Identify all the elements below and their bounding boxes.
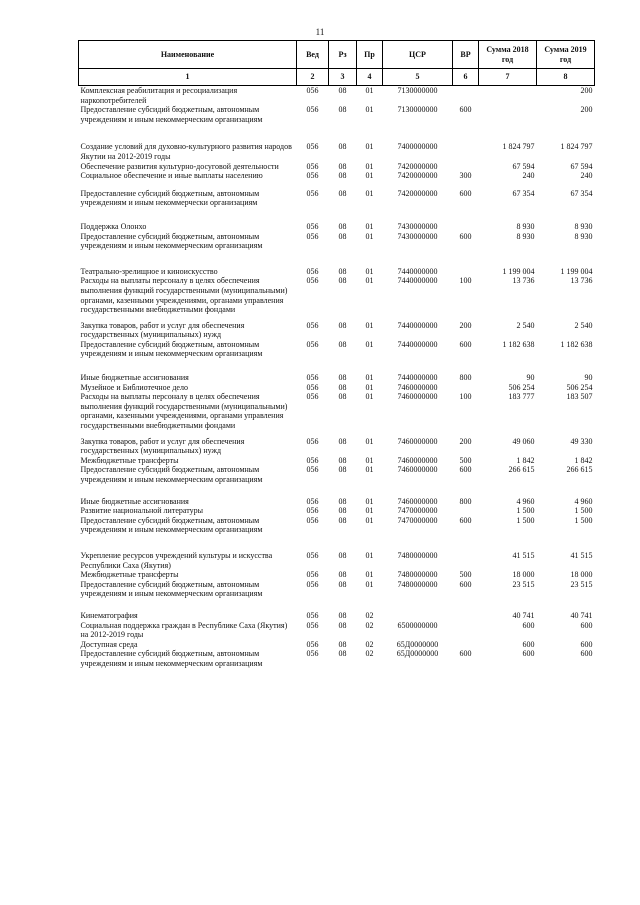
cell-sum-2018: 600 [522, 649, 535, 659]
cell-ved: 056 [306, 188, 319, 198]
cell-name: Создание условий для духовно-культурного развития народов Якутии на 2012-2019 годы [80, 142, 292, 161]
cell-pr: 02 [365, 649, 374, 659]
cell-sum-2018: 1 842 [516, 455, 535, 465]
cell-pr: 01 [365, 339, 374, 349]
cell-vr: 200 [459, 320, 472, 330]
cell-rz: 08 [338, 610, 347, 620]
cell-pr: 01 [365, 455, 374, 465]
cell-name: Театрально-зрелищное и киноискусство [80, 266, 218, 276]
cell-sum-2019: 8 930 [574, 231, 593, 241]
cell-rz: 08 [338, 550, 347, 560]
cell-sum-2019: 506 254 [566, 382, 593, 392]
column-number: 5 [383, 69, 453, 86]
cell-csr: 7470000000 [397, 506, 438, 516]
cell-rz: 08 [338, 86, 347, 95]
cell-sum-2018: 1 199 004 [502, 266, 535, 276]
cell-ved: 056 [306, 171, 319, 181]
header-vr: ВР [453, 41, 479, 69]
cell-ved: 056 [306, 105, 319, 115]
cell-rz: 08 [338, 142, 347, 152]
cell-sum-2018: 13 736 [512, 276, 535, 286]
cell-vr: 300 [459, 171, 472, 181]
cell-csr: 7130000000 [397, 86, 438, 95]
cell-pr: 01 [365, 320, 374, 330]
cell-sum-2019: 8 930 [574, 221, 593, 231]
column-number: 4 [357, 69, 383, 86]
table-row [79, 162, 595, 172]
cell-sum-2019: 13 736 [570, 276, 593, 286]
cell-name: Предоставление субсидий бюджетным, автономным учреждениям и иным некоммерческим организациям [80, 339, 263, 359]
cell-rz: 08 [338, 382, 347, 392]
table-row [79, 171, 595, 181]
cell-pr: 01 [365, 161, 374, 171]
cell-rz: 08 [338, 649, 347, 659]
cell-ved: 056 [306, 339, 319, 349]
cell-csr: 7460000000 [397, 382, 438, 392]
cell-pr: 01 [365, 382, 374, 392]
table-row [79, 232, 595, 251]
cell-ved: 056 [306, 320, 319, 330]
cell-vr [453, 142, 479, 161]
cell-rz: 08 [338, 320, 347, 330]
cell-name: Иные бюджетные ассигнования [80, 373, 189, 383]
cell-name: Межбюджетные трансферты [80, 455, 179, 465]
row-spacer [79, 124, 595, 142]
cell-sum-2019: 183 507 [566, 392, 593, 402]
table-row [79, 570, 595, 580]
column-number: 3 [329, 69, 357, 86]
cell-ved: 056 [306, 649, 319, 659]
cell-pr: 01 [365, 142, 374, 152]
cell-ved: 056 [306, 579, 319, 589]
cell-vr [453, 621, 479, 640]
cell-csr: 7460000000 [397, 465, 438, 475]
header-ved: Вед [297, 41, 329, 69]
column-number: 6 [453, 69, 479, 86]
cell-sum-2019: 2 540 [574, 320, 593, 330]
cell-vr: 500 [459, 455, 472, 465]
cell-name: Музейное и Библиотечное дело [80, 382, 188, 392]
cell-csr: 7440000000 [397, 266, 438, 276]
cell-sum-2018: 1 500 [516, 506, 535, 516]
cell-csr: 7420000000 [397, 188, 438, 198]
cell-sum-2018: 67 594 [512, 161, 535, 171]
table-body [79, 86, 595, 669]
cell-name: Комплексная реабилитация и ресоциализация наркопотребителей [80, 86, 238, 105]
cell-vr: 800 [459, 373, 472, 383]
cell-sum-2018: 49 060 [512, 436, 535, 446]
page-number: 11 [315, 27, 325, 37]
cell-csr: 6500000000 [397, 620, 438, 630]
cell-name: Кинематография [80, 610, 138, 620]
cell-csr: 7460000000 [397, 436, 438, 446]
cell-rz: 08 [338, 373, 347, 383]
table-row [79, 321, 595, 340]
cell-ved: 056 [306, 276, 319, 286]
cell-ved: 056 [306, 506, 319, 516]
cell-ved: 056 [306, 382, 319, 392]
cell-pr: 02 [365, 620, 374, 630]
table-row [79, 506, 595, 516]
cell-sum-2018: 90 [526, 373, 535, 383]
cell-name: Закупка товаров, работ и услуг для обеспечения государственных (муниципальных) нужд [80, 436, 245, 456]
cell-ved: 056 [306, 620, 319, 630]
cell-rz: 08 [338, 620, 347, 630]
cell-pr: 01 [365, 550, 374, 560]
header-rz: Рз [329, 41, 357, 69]
spacer-cell [79, 208, 595, 222]
cell-name: Межбюджетные трансферты [80, 570, 179, 580]
cell-sum-2018: 600 [522, 620, 535, 630]
cell-ved: 056 [306, 392, 319, 402]
cell-sum-2018: 40 741 [512, 610, 535, 620]
cell-csr: 7470000000 [397, 515, 438, 525]
cell-ved: 056 [306, 231, 319, 241]
cell-name: Укрепление ресурсов учреждений культуры и искусства Республики Саха (Якутия) [80, 550, 273, 570]
cell-name: Поддержка Олонхо [80, 221, 147, 231]
cell-csr: 7430000000 [397, 231, 438, 241]
cell-csr: 7440000000 [397, 320, 438, 330]
cell-sum-2018: 2 540 [516, 320, 535, 330]
cell-rz: 08 [338, 455, 347, 465]
cell-csr [383, 611, 453, 621]
cell-rz: 08 [338, 276, 347, 286]
cell-sum-2018 [479, 86, 537, 106]
cell-name: Доступная среда [80, 639, 138, 649]
cell-rz: 08 [338, 639, 347, 649]
table-row [79, 373, 595, 383]
cell-csr: 7130000000 [397, 105, 438, 115]
cell-sum-2019: 200 [580, 86, 593, 95]
spacer-cell [79, 124, 595, 142]
cell-sum-2018: 8 930 [516, 231, 535, 241]
cell-vr: 600 [459, 188, 472, 198]
cell-vr: 600 [459, 231, 472, 241]
cell-sum-2019: 266 615 [566, 465, 593, 475]
cell-sum-2019: 4 960 [574, 496, 593, 506]
spacer-cell [79, 535, 595, 551]
cell-pr: 01 [365, 188, 374, 198]
cell-pr: 01 [365, 570, 374, 580]
cell-sum-2019: 90 [584, 373, 593, 383]
cell-sum-2018 [479, 105, 537, 124]
cell-pr: 01 [365, 276, 374, 286]
cell-rz: 08 [338, 506, 347, 516]
cell-rz: 08 [338, 570, 347, 580]
table-row [79, 340, 595, 359]
header-sum-2018: Сумма 2018 год [479, 41, 537, 69]
cell-vr [453, 551, 479, 570]
table-row [79, 383, 595, 393]
cell-sum-2019: 18 000 [570, 570, 593, 580]
cell-ved: 056 [306, 570, 319, 580]
cell-sum-2018: 8 930 [516, 221, 535, 231]
table-row [79, 621, 595, 640]
cell-sum-2019: 1 182 638 [560, 339, 593, 349]
column-number: 1 [79, 69, 297, 86]
table-row [79, 276, 595, 314]
cell-name: Обеспечение развития культурно-досуговой деятельности [80, 161, 279, 171]
cell-vr [453, 267, 479, 277]
table-row [79, 516, 595, 535]
cell-pr: 01 [365, 231, 374, 241]
cell-rz: 08 [338, 339, 347, 349]
cell-rz: 08 [338, 465, 347, 475]
cell-sum-2019: 67 594 [570, 161, 593, 171]
cell-sum-2018: 23 515 [512, 579, 535, 589]
row-spacer [79, 181, 595, 189]
cell-rz: 08 [338, 515, 347, 525]
cell-vr: 100 [459, 392, 472, 402]
table-row [79, 267, 595, 277]
cell-ved: 056 [306, 550, 319, 560]
row-spacer [79, 599, 595, 611]
cell-pr: 01 [365, 506, 374, 516]
cell-csr: 7440000000 [397, 339, 438, 349]
cell-name: Предоставление субсидий бюджетным, автономным учреждениям и иным некоммерческим организациям [80, 105, 263, 124]
header-csr: ЦСР [383, 41, 453, 69]
cell-vr [453, 640, 479, 650]
cell-csr: 7480000000 [397, 570, 438, 580]
cell-pr: 01 [365, 465, 374, 475]
cell-vr [453, 383, 479, 393]
cell-pr: 02 [365, 639, 374, 649]
cell-sum-2019: 1 824 797 [560, 142, 593, 152]
cell-name: Предоставление субсидий бюджетным, автономным учреждениям и иным некоммерческим организациям [80, 465, 263, 484]
spacer-cell [79, 599, 595, 611]
cell-vr: 600 [459, 465, 472, 475]
cell-pr: 01 [365, 392, 374, 402]
cell-sum-2018: 266 615 [508, 465, 535, 475]
header-row [79, 41, 595, 69]
cell-rz: 08 [338, 266, 347, 276]
cell-ved: 056 [306, 142, 319, 152]
cell-ved: 056 [306, 221, 319, 231]
cell-ved: 056 [306, 610, 319, 620]
spacer-cell [79, 251, 595, 267]
table-row [79, 456, 595, 466]
cell-sum-2019: 240 [580, 171, 593, 181]
cell-name: Иные бюджетные ассигнования [80, 496, 189, 506]
cell-pr: 01 [365, 171, 374, 181]
cell-name: Расходы на выплаты персоналу в целях обеспечения выполнения функций государственными (муниципальными) органами, казенными учреждениями, органами управления государственными внебюджетными фондами [80, 276, 288, 315]
table-row [79, 105, 595, 124]
cell-vr: 600 [459, 105, 472, 115]
cell-pr: 01 [365, 373, 374, 383]
column-number: 7 [479, 69, 537, 86]
cell-vr: 600 [459, 515, 472, 525]
cell-pr: 01 [365, 515, 374, 525]
cell-pr: 01 [365, 436, 374, 446]
cell-name: Предоставление субсидий бюджетным, автономным учреждениям и иным некоммерчески организациям [80, 188, 260, 208]
cell-sum-2018: 67 354 [512, 188, 535, 198]
cell-sum-2018: 600 [522, 639, 535, 649]
cell-vr: 200 [459, 436, 472, 446]
table-row [79, 640, 595, 650]
cell-name: Предоставление субсидий бюджетным, автономным учреждениям и иным некоммерческим организациям [80, 515, 263, 535]
cell-name: Расходы на выплаты персоналу в целях обеспечения выполнения функций государственными (муниципальными) органами, казенными учреждениями, органами управления государственными внебюджетными фондами [80, 392, 288, 431]
cell-pr: 01 [365, 86, 374, 95]
cell-rz: 08 [338, 392, 347, 402]
cell-sum-2018: 1 824 797 [502, 142, 535, 152]
cell-ved: 056 [306, 86, 319, 95]
cell-vr: 600 [459, 649, 472, 659]
cell-sum-2019: 1 199 004 [560, 266, 593, 276]
cell-vr [453, 86, 479, 106]
column-number-row [79, 69, 595, 86]
cell-sum-2019: 40 741 [570, 610, 593, 620]
table-row [79, 580, 595, 599]
table-row [79, 497, 595, 507]
row-spacer [79, 359, 595, 373]
cell-csr: 7480000000 [397, 550, 438, 560]
cell-csr: 7400000000 [397, 142, 438, 152]
cell-name: Предоставление субсидий бюджетным, автономным учреждениям и иным некоммерческим организациям [80, 231, 263, 251]
row-spacer [79, 251, 595, 267]
cell-csr: 7430000000 [397, 221, 438, 231]
row-spacer [79, 485, 595, 497]
table-row [79, 222, 595, 232]
cell-vr [453, 222, 479, 232]
cell-csr: 7480000000 [397, 579, 438, 589]
cell-sum-2018: 183 777 [508, 392, 535, 402]
cell-vr [453, 611, 479, 621]
cell-sum-2019: 49 330 [570, 436, 593, 446]
cell-rz: 08 [338, 231, 347, 241]
cell-csr: 7460000000 [397, 455, 438, 465]
cell-ved: 056 [306, 465, 319, 475]
cell-csr: 7420000000 [397, 171, 438, 181]
column-number: 2 [297, 69, 329, 86]
cell-rz: 08 [338, 188, 347, 198]
cell-sum-2019: 1 842 [574, 455, 593, 465]
cell-ved: 056 [306, 639, 319, 649]
header-pr: Пр [357, 41, 383, 69]
cell-name: Предоставление субсидий бюджетным, автономным учреждениям и иным некоммерческим организациям [80, 579, 263, 599]
table-row [79, 465, 595, 484]
table-row [79, 86, 595, 106]
table-row [79, 649, 595, 668]
cell-vr: 800 [459, 496, 472, 506]
cell-ved: 056 [306, 266, 319, 276]
spacer-cell [79, 181, 595, 189]
cell-csr: 7460000000 [397, 496, 438, 506]
cell-sum-2018: 18 000 [512, 570, 535, 580]
cell-ved: 056 [306, 455, 319, 465]
cell-pr: 01 [365, 496, 374, 506]
cell-name: Развитие национальной литературы [80, 506, 203, 516]
spacer-cell [79, 485, 595, 497]
cell-sum-2019: 23 515 [570, 579, 593, 589]
cell-csr: 7420000000 [397, 161, 438, 171]
cell-sum-2018: 4 960 [516, 496, 535, 506]
cell-sum-2019: 200 [580, 105, 593, 115]
cell-rz: 08 [338, 579, 347, 589]
cell-csr: 65Д0000000 [396, 639, 439, 649]
cell-name: Предоставление субсидий бюджетным, автономным учреждениям и иным некоммерческим организациям [80, 649, 263, 668]
cell-sum-2019: 67 354 [570, 188, 593, 198]
cell-sum-2019: 41 515 [570, 550, 593, 560]
cell-csr: 7440000000 [397, 373, 438, 383]
cell-ved: 056 [306, 373, 319, 383]
cell-sum-2019: 600 [580, 620, 593, 630]
cell-sum-2018: 41 515 [512, 550, 535, 560]
cell-csr: 7460000000 [397, 392, 438, 402]
row-spacer [79, 535, 595, 551]
cell-sum-2019: 1 500 [574, 506, 593, 516]
column-number: 8 [537, 69, 595, 86]
cell-sum-2019: 600 [580, 649, 593, 659]
cell-ved: 056 [306, 515, 319, 525]
cell-rz: 08 [338, 171, 347, 181]
cell-sum-2018: 1 182 638 [502, 339, 535, 349]
cell-ved: 056 [306, 161, 319, 171]
cell-pr: 01 [365, 221, 374, 231]
cell-sum-2018: 506 254 [508, 382, 535, 392]
table-row [79, 611, 595, 621]
cell-vr [453, 162, 479, 172]
table-row [79, 142, 595, 161]
cell-pr: 01 [365, 579, 374, 589]
header-sum-2019: Сумма 2019 год [537, 41, 595, 69]
row-spacer [79, 208, 595, 222]
cell-name: Социальное обеспечение и иные выплаты населению [80, 171, 263, 181]
cell-vr: 600 [459, 339, 472, 349]
spacer-cell [79, 359, 595, 373]
cell-vr: 600 [459, 579, 472, 589]
cell-rz: 08 [338, 436, 347, 446]
cell-sum-2018: 240 [522, 171, 535, 181]
header-name: Наименование [79, 41, 297, 69]
table-row [79, 551, 595, 570]
cell-vr: 100 [459, 276, 472, 286]
budget-table [78, 40, 595, 669]
cell-name: Социальная поддержка граждан в Республике Саха (Якутия) на 2012-2019 годы [80, 620, 288, 640]
cell-pr: 01 [365, 105, 374, 115]
cell-sum-2019: 600 [580, 639, 593, 649]
table-row [79, 189, 595, 208]
cell-ved: 056 [306, 436, 319, 446]
cell-csr: 7440000000 [397, 276, 438, 286]
cell-rz: 08 [338, 161, 347, 171]
cell-csr: 65Д0000000 [396, 649, 439, 659]
cell-rz: 08 [338, 105, 347, 115]
cell-pr: 02 [365, 610, 374, 620]
cell-rz: 08 [338, 496, 347, 506]
cell-vr [453, 506, 479, 516]
cell-rz: 08 [338, 221, 347, 231]
table-row [79, 437, 595, 456]
table-row [79, 392, 595, 430]
cell-name: Закупка товаров, работ и услуг для обеспечения государственных (муниципальных) нужд [80, 320, 245, 340]
cell-sum-2019: 1 500 [574, 515, 593, 525]
cell-vr: 500 [459, 570, 472, 580]
cell-sum-2018: 1 500 [516, 515, 535, 525]
cell-ved: 056 [306, 496, 319, 506]
cell-pr: 01 [365, 266, 374, 276]
budget-table-container [78, 40, 594, 669]
